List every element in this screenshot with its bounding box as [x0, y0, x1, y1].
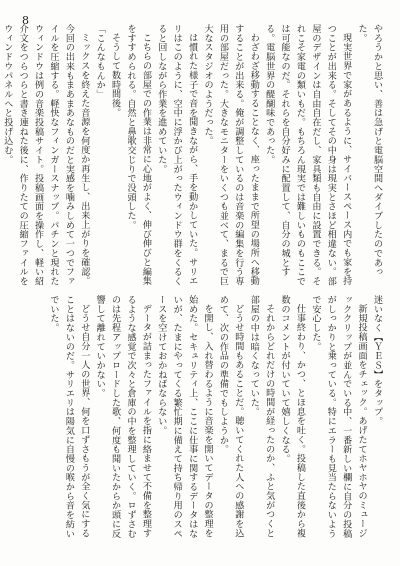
bottom-text-block — [26, 295, 384, 547]
paragraph: 仕事終わり、かつ、とほ息を吐く。投稿した直後から複数のコメントが付いていて嬉しくなる。 — [279, 295, 305, 538]
paragraph: を開し、入れ替わるように音楽を開いてデータの整理を始めた。セキュリティ上、ここに仕事に関するデータはないが、たまにやってくる繁忙期に備えて持ち帰り用のスペースを空けておかねばならない。 — [156, 295, 213, 539]
paragraph: 迷いなく【ＹＥＳ】をタップ。 — [372, 295, 382, 426]
paragraph: データが詰まったファイルを指に絡ませて不備を整理するような感覚で次々と倉庫の中を整理していく。ロずさむのは先程アップロードした歌、何度も聞いたからか頭に反響して離れていかない。 — [94, 295, 151, 539]
paragraph: それからどれだけの時間が経ったのか、ふと気がつくと部屋の中は暗くなっていた。 — [248, 295, 275, 538]
paragraph: は慣れた様子で音を聞きながら、手を動かしていた。サリエリはこのように、空中に浮かび上がったウィンドウ群をくるくると回しながら作業を進めていた。 — [156, 24, 198, 286]
paragraph: どうせ時間もあることだ。聴いてくれた人への感謝を込めて、次の作品の準備でもしようか。 — [217, 295, 244, 538]
dialogue-line: 「こんなもんか」 — [94, 24, 105, 99]
paragraph: わざわざ移動することなく、座ったままで所望の場所へ移動することが出来る。俺が調整しているのは音楽の編集を行う専用の部屋だった。大きなモニターをいくつも並べて、まるで巨大なスタジオのようだった。 — [202, 24, 259, 286]
paragraph: どうせ自分一人の世界、何を口ずさもうが全く気にすることはないのだ。サリエリは陽気に自慢の喉から音を紡いでいた。 — [48, 295, 90, 539]
paragraph: こちらの部屋での作業は非常に心地がよく、伸び伸びと編集をすすめられる。自然と鼻歌交じりで没頭した。 — [125, 24, 151, 286]
top-text-block — [2, 24, 384, 286]
paragraph: 新規投稿画面をチェック。あげたてホヤホヤのミュージッククリップが並んでいる中、一番新しい欄に自分の投稿がしっかりと乗っている。特にエラーも見当たらないようで安心した。 — [310, 295, 367, 539]
paragraph: そうして数時間後。 — [110, 33, 121, 118]
paragraph: やろうかと思い、善は急げと電脳空間へダイブしたのであった。 — [356, 24, 382, 277]
paragraph: ミックスを終えた音源を何度か再生し、出来上がりを確認。今回の出来もまあまあなものだと実感を噛みしめて一つでファイルを圧縮する。軽快なフィンガースナップ。パチンと現れたウィンドウは例の音楽投稿サイト。投稿画面を操作し、軽い紹介文をつらつらと書き連ねた後に、作りたての圧縮ファイルをウィンドウパネルへと投げ込む。 — [2, 24, 90, 286]
paragraph: 現実世界で家があるように、サイバースペース内でも家を持つことが出来る。そしてその中身は現実とさほど相違ない。部屋のデザインは自由自在だし、家具類も自由に設置できる。それこそ家電の類いもだ。もちろん現実では難しいものもここでは可能なのだ。それらを自分好みに配置して、自分の城とする。電脳世界の醍醐味であった。 — [264, 24, 352, 286]
page-number: 8 — [22, 14, 29, 27]
